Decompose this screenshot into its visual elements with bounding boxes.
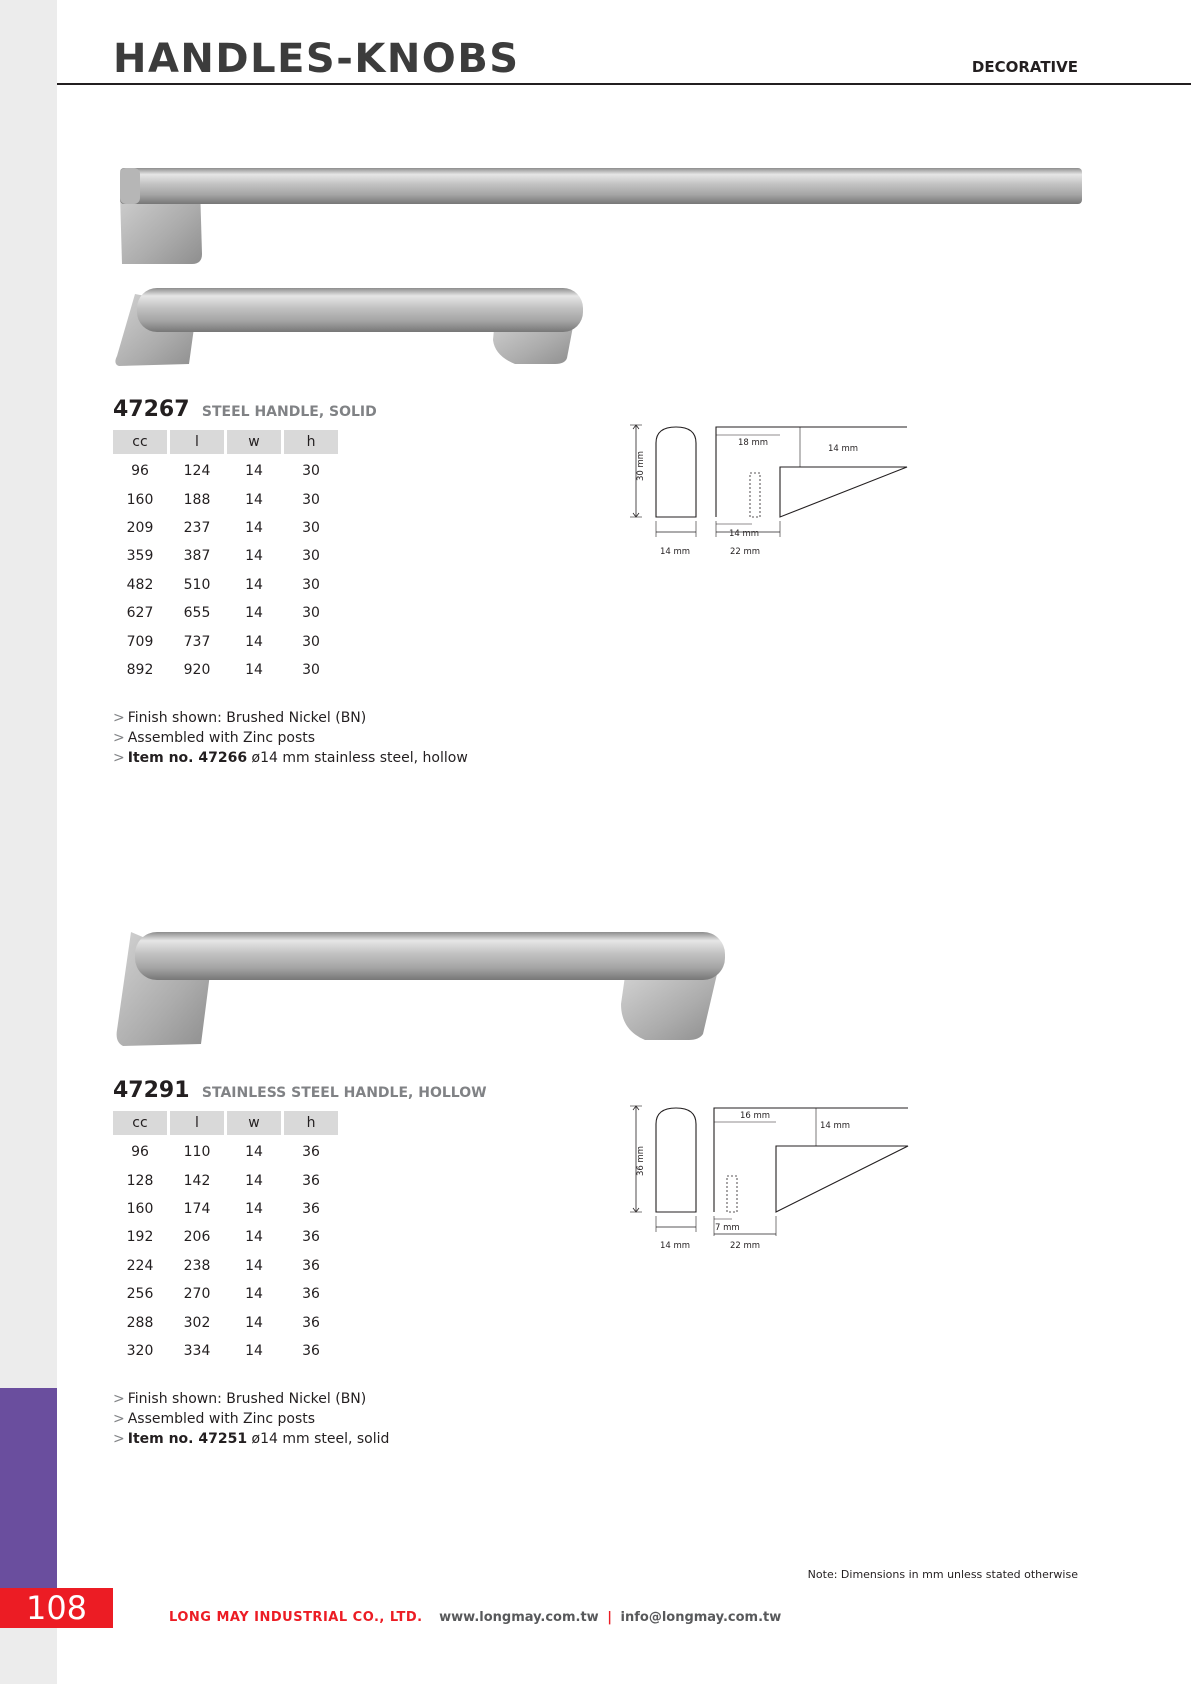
cell-cc: 288 bbox=[126, 1314, 154, 1331]
product-47291-spec-table bbox=[110, 1111, 341, 1365]
table-header-row bbox=[113, 1111, 338, 1135]
note-line bbox=[113, 748, 468, 768]
cell-cc: 224 bbox=[126, 1257, 154, 1274]
column-header-h: h bbox=[284, 430, 338, 454]
table-row bbox=[113, 1166, 338, 1194]
cell-l: 110 bbox=[183, 1144, 211, 1161]
handle-profile-top bbox=[714, 1108, 908, 1212]
product-47267-notes bbox=[113, 708, 468, 768]
page-title: HANDLES-KNOBS bbox=[113, 36, 520, 82]
cell-l: 334 bbox=[183, 1342, 211, 1359]
cell-h: 36 bbox=[302, 1286, 320, 1303]
table-row bbox=[113, 1280, 338, 1308]
product-47267-photo-short bbox=[115, 286, 585, 370]
note-text: Assembled with Zinc posts bbox=[127, 730, 316, 746]
cell-w: 14 bbox=[245, 1200, 263, 1217]
note-line bbox=[113, 1389, 389, 1409]
cell-l: 238 bbox=[183, 1257, 211, 1274]
cell-h: 36 bbox=[302, 1314, 320, 1331]
product-47291-notes bbox=[113, 1389, 389, 1449]
cell-l: 124 bbox=[183, 463, 211, 480]
note-text: Assembled with Zinc posts bbox=[127, 1411, 316, 1427]
cell-w: 14 bbox=[245, 548, 263, 565]
product-47267-technical-drawing bbox=[622, 423, 912, 563]
column-header-w: w bbox=[227, 430, 281, 454]
cell-l: 188 bbox=[183, 491, 211, 508]
note-line bbox=[113, 728, 468, 748]
product-47291-heading bbox=[113, 1075, 487, 1107]
cell-cc: 128 bbox=[126, 1172, 154, 1189]
page-footer bbox=[169, 1610, 781, 1625]
handle-profile-side bbox=[656, 427, 696, 517]
footer-separator: | bbox=[607, 1610, 612, 1625]
cell-w: 14 bbox=[245, 576, 263, 593]
note-text: Finish shown: Brushed Nickel (BN) bbox=[127, 710, 367, 726]
header-rule bbox=[57, 83, 1191, 85]
section-tag: DECORATIVE bbox=[971, 58, 1078, 76]
cell-w: 14 bbox=[245, 1257, 263, 1274]
cell-cc: 160 bbox=[126, 491, 154, 508]
table-row bbox=[113, 1308, 338, 1336]
product-code: 47291 bbox=[113, 1078, 190, 1103]
cell-l: 737 bbox=[183, 633, 211, 650]
cell-cc: 96 bbox=[131, 1144, 149, 1161]
table-row bbox=[113, 542, 338, 570]
note-arrow: > bbox=[113, 1391, 125, 1407]
cell-w: 14 bbox=[245, 661, 263, 678]
cell-l: 142 bbox=[183, 1172, 211, 1189]
cell-w: 14 bbox=[245, 491, 263, 508]
note-arrow: > bbox=[113, 750, 125, 766]
cell-h: 36 bbox=[302, 1257, 320, 1274]
cell-l: 237 bbox=[183, 519, 211, 536]
cell-w: 14 bbox=[245, 633, 263, 650]
cell-h: 36 bbox=[302, 1229, 320, 1246]
note-line bbox=[113, 1409, 389, 1429]
table-row bbox=[113, 454, 338, 485]
post-offset-label: 14 mm bbox=[729, 529, 760, 539]
footer-email-link[interactable]: info@longmay.com.tw bbox=[620, 1610, 782, 1625]
product-name: STAINLESS STEEL HANDLE, HOLLOW bbox=[201, 1085, 487, 1101]
cell-w: 14 bbox=[245, 519, 263, 536]
note-arrow: > bbox=[113, 1411, 125, 1427]
cell-cc: 892 bbox=[126, 661, 154, 678]
post-offset-label: 7 mm bbox=[715, 1223, 740, 1233]
cell-w: 14 bbox=[245, 463, 263, 480]
table-row bbox=[113, 1337, 338, 1365]
column-header-cc: cc bbox=[113, 1111, 167, 1135]
table-row bbox=[113, 627, 338, 655]
table-row bbox=[113, 1135, 338, 1166]
thickness-label: 14 mm bbox=[820, 1121, 851, 1131]
column-header-w: w bbox=[227, 1111, 281, 1135]
dimensions-footnote: Note: Dimensions in mm unless stated otherwise bbox=[807, 1568, 1078, 1581]
note-item-number: Item no. 47251 bbox=[127, 1431, 248, 1447]
product-47291-technical-drawing bbox=[622, 1104, 912, 1250]
footer-company: LONG MAY INDUSTRIAL CO., LTD. bbox=[169, 1610, 423, 1625]
note-item-number: Item no. 47266 bbox=[127, 750, 248, 766]
cell-w: 14 bbox=[245, 1286, 263, 1303]
cell-h: 36 bbox=[302, 1200, 320, 1217]
cell-h: 30 bbox=[302, 661, 320, 678]
cell-l: 920 bbox=[183, 661, 211, 678]
handle-profile-side bbox=[656, 1108, 696, 1212]
height-label: 36 mm bbox=[636, 1145, 646, 1176]
product-name: STEEL HANDLE, SOLID bbox=[201, 404, 377, 420]
cell-w: 14 bbox=[245, 1144, 263, 1161]
cell-cc: 160 bbox=[126, 1200, 154, 1217]
cell-cc: 256 bbox=[126, 1286, 154, 1303]
column-header-cc: cc bbox=[113, 430, 167, 454]
width-label: 14 mm bbox=[660, 1241, 691, 1251]
height-label: 30 mm bbox=[636, 450, 646, 481]
cell-l: 270 bbox=[183, 1286, 211, 1303]
cell-h: 30 bbox=[302, 463, 320, 480]
note-arrow: > bbox=[113, 710, 125, 726]
cell-h: 30 bbox=[302, 605, 320, 622]
note-arrow: > bbox=[113, 730, 125, 746]
note-line bbox=[113, 1429, 389, 1449]
cell-l: 206 bbox=[183, 1229, 211, 1246]
cell-h: 36 bbox=[302, 1172, 320, 1189]
table-row bbox=[113, 514, 338, 542]
cell-h: 30 bbox=[302, 548, 320, 565]
table-row bbox=[113, 571, 338, 599]
table-row bbox=[113, 599, 338, 627]
thickness-label: 14 mm bbox=[828, 444, 859, 454]
product-47267-photo-long bbox=[118, 164, 1083, 266]
table-row bbox=[113, 1252, 338, 1280]
base-depth-label: 22 mm bbox=[730, 1241, 761, 1251]
cell-h: 30 bbox=[302, 576, 320, 593]
cell-cc: 359 bbox=[126, 548, 154, 565]
cell-cc: 192 bbox=[126, 1229, 154, 1246]
note-line bbox=[113, 708, 468, 728]
note-text: ø14 mm steel, solid bbox=[247, 1431, 390, 1447]
cell-l: 174 bbox=[183, 1200, 211, 1217]
product-47267-spec-table bbox=[110, 430, 341, 684]
cell-h: 36 bbox=[302, 1342, 320, 1359]
cell-cc: 709 bbox=[126, 633, 154, 650]
table-row bbox=[113, 485, 338, 513]
cell-l: 510 bbox=[183, 576, 211, 593]
footer-website-link[interactable]: www.longmay.com.tw bbox=[439, 1610, 599, 1625]
cell-h: 30 bbox=[302, 491, 320, 508]
width-label: 14 mm bbox=[660, 547, 691, 557]
cell-w: 14 bbox=[245, 1172, 263, 1189]
product-47291-photo bbox=[115, 930, 727, 1048]
table-row bbox=[113, 1195, 338, 1223]
page-number: 108 bbox=[0, 1588, 113, 1628]
cell-cc: 96 bbox=[131, 463, 149, 480]
cell-w: 14 bbox=[245, 1229, 263, 1246]
table-row bbox=[113, 1223, 338, 1251]
top-depth-label: 16 mm bbox=[740, 1111, 771, 1121]
note-text: ø14 mm stainless steel, hollow bbox=[247, 750, 468, 766]
cell-h: 30 bbox=[302, 633, 320, 650]
product-47267-heading bbox=[113, 394, 377, 426]
cell-l: 302 bbox=[183, 1314, 211, 1331]
cell-w: 14 bbox=[245, 1314, 263, 1331]
cell-h: 30 bbox=[302, 519, 320, 536]
cell-l: 387 bbox=[183, 548, 211, 565]
note-text: Finish shown: Brushed Nickel (BN) bbox=[127, 1391, 367, 1407]
table-row bbox=[113, 656, 338, 684]
table-header-row bbox=[113, 430, 338, 454]
note-arrow: > bbox=[113, 1431, 125, 1447]
column-header-l: l bbox=[170, 1111, 224, 1135]
product-code: 47267 bbox=[113, 397, 190, 422]
cell-cc: 627 bbox=[126, 605, 154, 622]
side-accent-bar bbox=[0, 1388, 57, 1588]
cell-h: 36 bbox=[302, 1144, 320, 1161]
cell-cc: 320 bbox=[126, 1342, 154, 1359]
cell-cc: 209 bbox=[126, 519, 154, 536]
column-header-l: l bbox=[170, 430, 224, 454]
cell-l: 655 bbox=[183, 605, 211, 622]
column-header-h: h bbox=[284, 1111, 338, 1135]
cell-cc: 482 bbox=[126, 576, 154, 593]
top-depth-label: 18 mm bbox=[738, 438, 769, 448]
base-depth-label: 22 mm bbox=[730, 547, 761, 557]
cell-w: 14 bbox=[245, 605, 263, 622]
cell-w: 14 bbox=[245, 1342, 263, 1359]
